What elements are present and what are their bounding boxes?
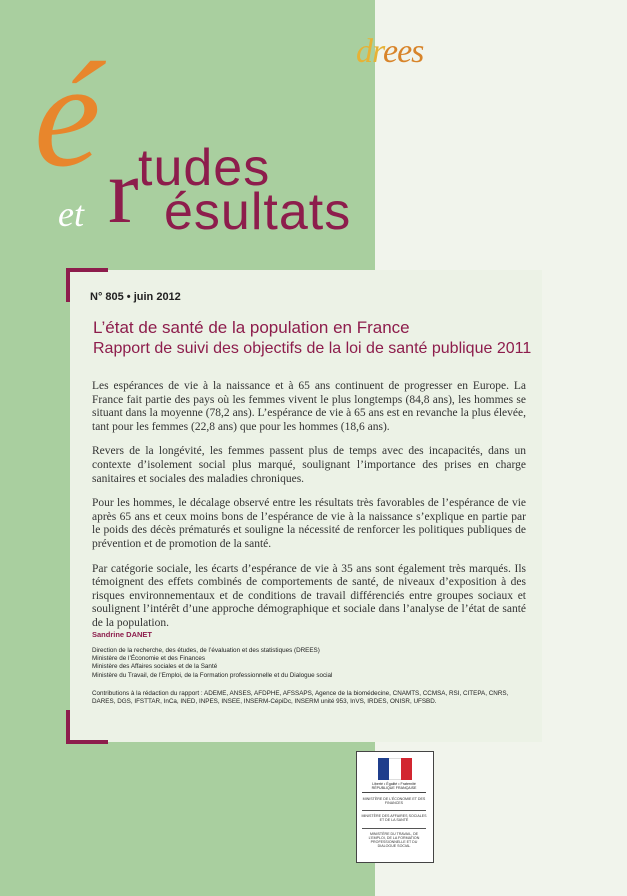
abstract-paragraph: Par catégorie sociale, les écarts d’espérance de vie à 35 ans sont également très marqués. Ils témoignent des effets combinés de comportements de santé, de niveaux d’exposition à des risques environnementaux et de conditions de travail différenciés entre groupes sociaux et soulignent l’intérêt d’une approche démographique et sociale dans l’analyse de l’état de santé de la population.: [92, 562, 526, 629]
logo-r-burgundy: r: [108, 140, 139, 242]
french-flag-icon: [378, 758, 412, 780]
marianne-logo: [362, 756, 426, 793]
panel-corner-bottom: [66, 710, 108, 744]
rf-motto: Liberté • Égalité • Fraternité: [372, 782, 416, 786]
logo-esultats: ésultats: [164, 183, 352, 241]
affiliation-line: Ministère des Affaires sociales et de la Santé: [92, 663, 218, 671]
divider: [362, 810, 426, 811]
logo-tudes: tudes: [138, 139, 271, 197]
abstract-paragraph: Pour les hommes, le décalage observé entre les résultats très favorables de l’espérance de vie après 65 ans et ceux moins bons de l’espérance de vie à la naissance s’explique en partie par le poids des décès prématurés et souligne la nécessité de renforcer les politiques publiques de prévention et de promotion de la santé.: [92, 497, 526, 550]
ministry-name: MINISTÈRE DES AFFAIRES SOCIALES ET DE LA SANTÉ: [361, 814, 427, 822]
document-title: L’état de santé de la population en France: [93, 318, 410, 337]
issue-number: N° 805 • juin 2012: [90, 291, 181, 303]
abstract: [92, 380, 526, 642]
drees-logo: drees: [356, 33, 424, 70]
logo-et: et: [58, 194, 84, 234]
ministry-logo-box: [356, 751, 434, 863]
rf-name: RÉPUBLIQUE FRANÇAISE: [371, 786, 417, 790]
logo-e-orange: é: [34, 32, 101, 198]
ministry-name: MINISTÈRE DU TRAVAIL, DE L’EMPLOI, DE LA FORMATION PROFESSIONNELLE ET DU DIALOGUE SOCIAL: [368, 832, 420, 848]
affiliation-line: Ministère du Travail, de l’Emploi, de la Formation professionnelle et du Dialogue social: [92, 671, 333, 679]
affiliations: [92, 647, 512, 680]
abstract-paragraph: Revers de la longévité, les femmes passent plus de temps avec des incapacités, dans un contexte d’isolement social plus marqué, soulignant l’importance des prises en charge sanitaires et sociales des maladies chroniques.: [92, 445, 526, 485]
divider: [362, 828, 426, 829]
document-subtitle: Rapport de suivi des objectifs de la loi de santé publique 2011: [93, 340, 532, 357]
abstract-paragraph: Les espérances de vie à la naissance et à 65 ans continuent de progresser en Europe. La France fait partie des pays où les femmes vivent le plus longtemps (84,8 ans), les hommes se situant dans la moyenne (78,2 ans). L’espérance de vie à 65 ans est en revanche la plus élevée, tant pour les femmes (22,8 ans) que pour les hommes (18,6 ans).: [92, 380, 526, 433]
affiliation-line: Direction de la recherche, des études, de l’évaluation et des statistiques (DREES): [92, 647, 320, 654]
ministry-name: MINISTÈRE DE L’ÉCONOMIE ET DES FINANCES: [362, 797, 426, 805]
author-name: Sandrine DANET: [92, 630, 153, 639]
affiliation-line: Ministère de l’Économie et des Finances: [92, 655, 206, 663]
contributions: Contributions à la rédaction du rapport : ADEME, ANSES, AFDPHE, AFSSAPS, Agence de la biomédecine, CNAMTS, CCMSA, RSI, CITEPA, CNRS, DARES, DGS, IFSTTAR, InCa, INED, INPES, INSEE, INSERM-CépiDc, INSERM unité 953, InVS, IRDES, ONISR, UFSBD.: [92, 690, 509, 706]
